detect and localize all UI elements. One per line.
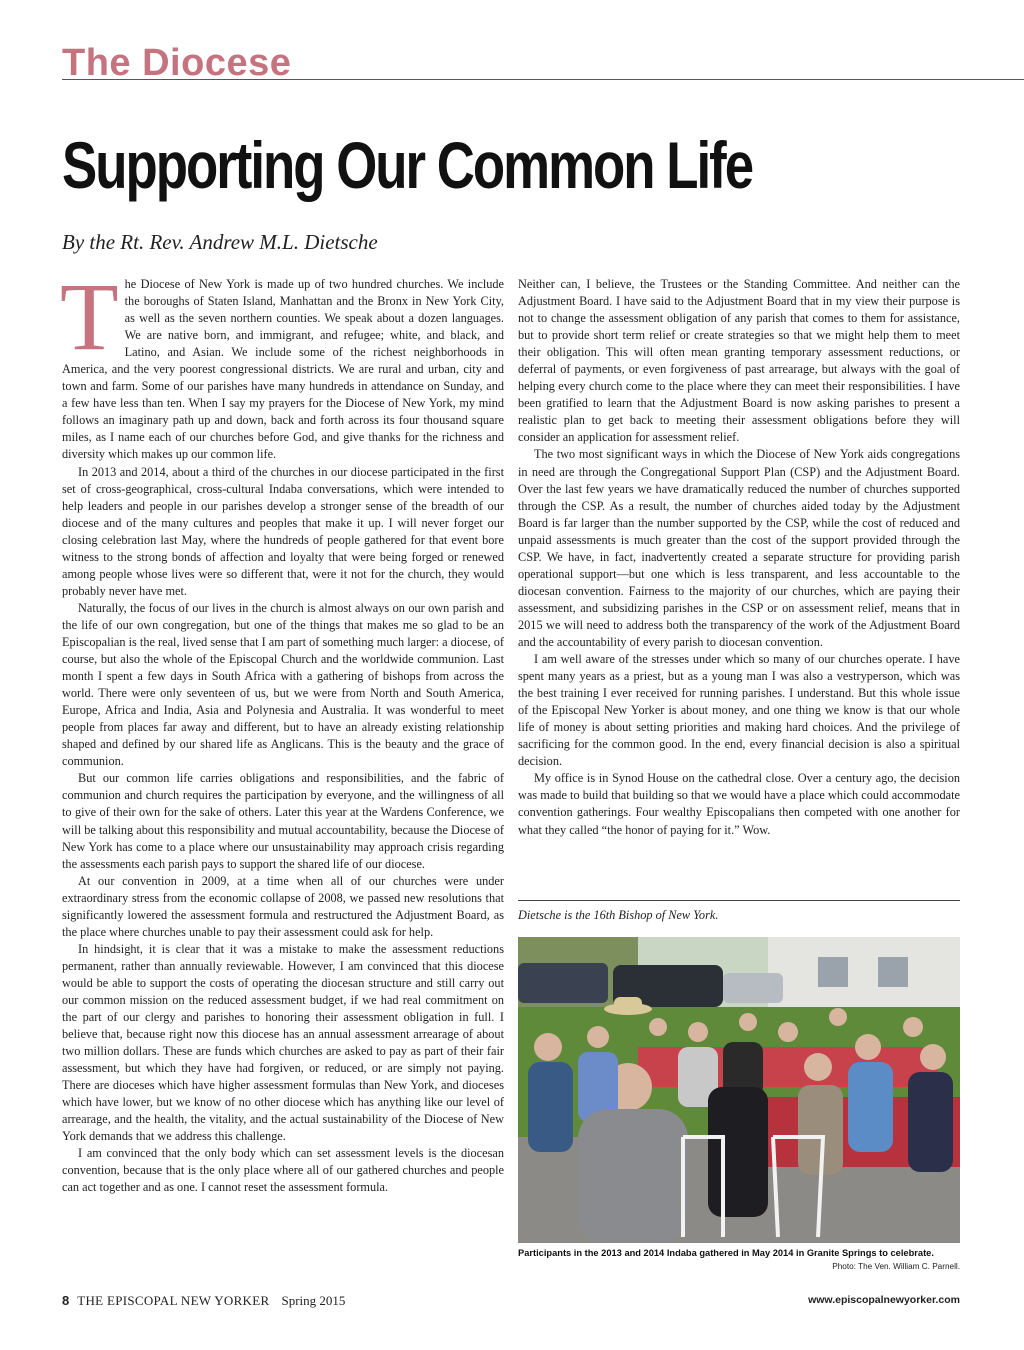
article-paragraph: My office is in Synod House on the cathedral close. Over a century ago, the decision was made to build that building so that we would have a place which could accommodate convention gatherings. Four wealthy Episcopalians then competed with one another for what they called “the honor of paying for it.” Wow. (518, 771, 960, 837)
article-paragraph: The Diocese of New York is made up of two hundred churches. We include the boroughs of Staten Island, Manhattan and the Bronx in New York City, as well as the seven northern counties. We speak about a dozen languages. We are native born, and immigrant, and refugee; white, and black, and Latino, and Asian. We include some of the richest neighborhoods in America, and the very poorest congressional districts. We are rural and urban, city and town and farm. Some of our parishes have many hundreds in attendance on Sunday, and a few have less than ten. When I say my prayers for the Diocese of New York, my mind follows an imaginary path up and down, back and forth across its four thousand square miles, as I name each of our churches before God, and give thanks for the richness and diversity which makes up our common life. (60, 263, 504, 462)
page-number: 8 (62, 1293, 70, 1308)
author-bio: Dietsche is the 16th Bishop of New York. (518, 908, 719, 922)
article-paragraph: I am well aware of the stresses under which so many of our churches operate. I have spent many years as a priest, but as a young man I was also a vestryperson, which was the best training I ever received for running parishes. I understand. But this whole issue of the Episcopal New Yorker is about money, and one thing we know is that our whole life of money is about setting priorities and making hard choices. And the privilege of sacrificing for the common good. In the end, every financial decision is also a spiritual decision. (518, 652, 960, 769)
publication-name: THE EPISCOPAL NEW YORKER (77, 1293, 270, 1308)
drop-cap: T (60, 263, 119, 370)
issue-label: Spring 2015 (281, 1293, 346, 1308)
article-byline: By the Rt. Rev. Andrew M.L. Dietsche (62, 230, 378, 254)
article-paragraph: Neither can, I believe, the Trustees or the Standing Committee. And neither can the Adjustment Board. I have said to the Adjustment Board that in my view their purpose is not to change the assessment obligation of any parish that comes to them for assistance, but to provide short term relief or create strategies so that we might help them to meet their obligation. This will often mean granting temporary assessment reductions, or deferral of payments, or even forgiveness of past arrearage, but always with the goal of helping every church come to the place where they can meet their responsibilities. I have been gratified to learn that the Adjustment Board is now asking parishes to present a realistic plan to get back to meeting their assessment obligations before they will consider an application for assessment relief. (518, 277, 960, 445)
article-headline: Supporting Our Common Life (62, 128, 753, 202)
article-paragraph: In 2013 and 2014, about a third of the churches in our diocese participated in the first set of cross-geographical, cross-cultural Indaba conversations, which were intended to help leaders and people in our parishes develop a stronger sense of the breadth of our diocese and of the many cultures and peoples that make it up. I will never forget our closing celebration last May, where the hundreds of people gathered for that event bore witness to the strong bonds of affection and loyalty that were being forged or renewed among people whose lives were so different that, were it not for the church, they would probably never have met. (62, 464, 504, 598)
article-paragraph: But our common life carries obligations and responsibilities, and the fabric of communion and church requires the participation by everyone, and the willingness of all to give of their own for the sake of others. Later this year at the Wardens Conference, we will be talking about this responsibility and mutual accountability, because the Diocese of New York has come to a place where our unsustainability may approach crisis regarding the assessments each parish pays to support the shared life of our diocese. (62, 771, 504, 871)
article-paragraph: The two most significant ways in which the Diocese of New York aids congregations in need are through the Congregational Support Plan (CSP) and the Adjustment Board. Over the last few years we have dramatically reduced the number of churches supported through the CSP. As a result, the number of churches aided today by the Adjustment Board is far larger than the number supported by the CSP, while the cost of reduced and unpaid assessments is much greater than the cost of the support provided through the CSP. We have, in fact, inadvertently created a separate structure for providing parish operational support—but one which is less transparent, and less accountable to the diocesan convention. Fairness to the majority of our churches, which are paying their assessment, and subsidizing parishes in the CSP or on assessment relief, means that in 2015 we will need to address both the transparency of the work of the Adjustment Board and the accountability of every parish to diocesan convention. (518, 447, 960, 649)
section-title: The Diocese (62, 42, 292, 84)
photo-illustration (518, 937, 960, 1243)
bio-divider (518, 900, 960, 901)
article-paragraph: Naturally, the focus of our lives in the church is almost always on our own parish and the life of our own congregation, but one of the things that makes me so glad to be an Episcopalian is the real, lived sense that I am part of something much larger: a diocese, of course, but also the whole of the Episcopal Church and the worldwide communion. Last month I spent a few days in South Africa with a gathering of bishops from across the world. There were only seventeen of us, but we were from North and South America, Europe, Africa and India, Asia and Polynesia and Australia. It was wonderful to meet people from places far away and different, but to have an already existing relationship shaped and defined by our shared life as Anglicans. This is the beauty and the grace of communion. (62, 600, 504, 769)
event-photo (518, 937, 960, 1243)
article-paragraph: At our convention in 2009, at a time when all of our churches were under extraordinary stress from the economic collapse of 2008, we passed new resolutions that significantly lowered the assessment formula and restructured the Adjustment Board, as the place where churches unable to pay their assessment could ask for help. (62, 873, 504, 939)
article-paragraph: I am convinced that the only body which can set assessment levels is the diocesan convention, because that is the only place where all of our gathered churches and people can act together and as one. I cannot reset the assessment formula. (62, 1146, 504, 1195)
website-link[interactable]: www.episcopalnewyorker.com (808, 1294, 960, 1306)
photo-credit: Photo: The Ven. William C. Parnell. (832, 1262, 960, 1271)
section-divider (62, 79, 1024, 80)
article-column-left (60, 263, 504, 1276)
article-column-right (518, 276, 960, 839)
page-footer (62, 1293, 345, 1309)
photo-caption: Participants in the 2013 and 2014 Indaba gathered in May 2014 in Granite Springs to celebrate. (518, 1248, 934, 1258)
article-paragraph: In hindsight, it is clear that it was a mistake to make the assessment reductions permanent, rather than annually reviewable. However, I am convinced that this diocese would be able to support the costs of operating the diocesan structure and still carry out our common mission on the reduced assessment budget, if we had real commitment on the part of our clergy and parishes to honoring their assessment obligation in full. I believe that, because right now this diocese has an annual assessment arrearage of about two million dollars. These are funds which churches are asked to pay as part of their fair assessment, but which they have had forgiven, or reduced, or are simply not paying. There are dioceses which have higher assessment formulas than New York, and dioceses which have lower, but we know of no other diocese which has anything like our level of arrearage, and the health, the vitality, and the actual sustainability of the Diocese of New York demands that we address this challenge. (62, 941, 504, 1144)
